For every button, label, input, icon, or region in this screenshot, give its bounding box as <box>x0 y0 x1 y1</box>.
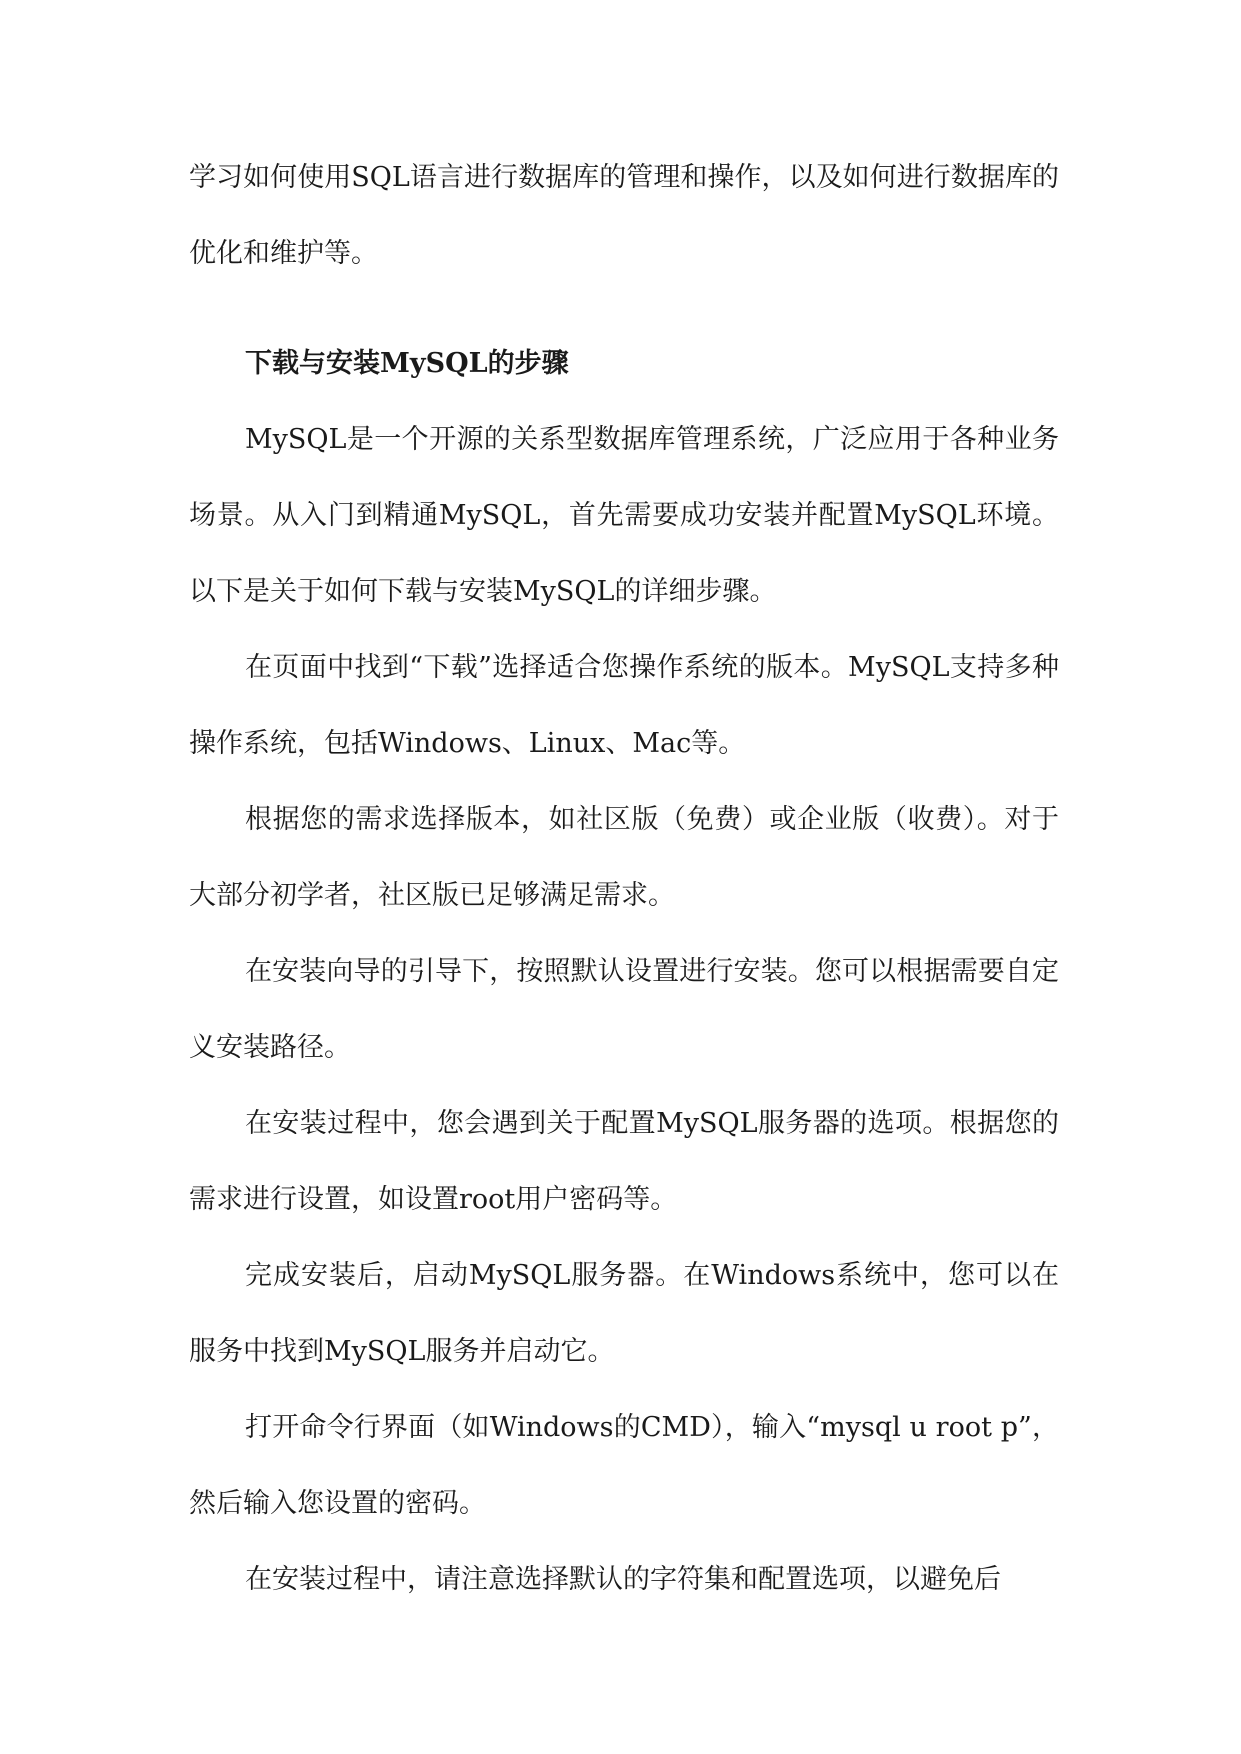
section-heading: 下载与安装MySQL的步骤 <box>245 348 569 379</box>
paragraph: 根据您的需求选择版本，如社区版（免费）或企业版（收费）。对于大部分初学者，社区版已足够满足需求。 <box>189 804 1059 911</box>
paragraph: 完成安装后，启动MySQL服务器。在Windows系统中，您可以在服务中找到MySQL服务并启动它。 <box>189 1260 1059 1367</box>
paragraph: 在页面中找到“下载”选择适合您操作系统的版本。MySQL支持多种操作系统，包括Windows、Linux、Mac等。 <box>189 652 1059 759</box>
paragraph: 打开命令行界面（如Windows的CMD），输入“mysql u root p”，然后输入您设置的密码。 <box>189 1412 1059 1519</box>
paragraph-intro-continuation: 学习如何使用SQL语言进行数据库的管理和操作，以及如何进行数据库的优化和维护等。 <box>189 162 1059 269</box>
paragraph: 在安装过程中，您会遇到关于配置MySQL服务器的选项。根据您的需求进行设置，如设置root用户密码等。 <box>189 1108 1059 1215</box>
paragraph: MySQL是一个开源的关系型数据库管理系统，广泛应用于各种业务场景。从入门到精通MySQL，首先需要成功安装并配置MySQL环境。以下是关于如何下载与安装MySQL的详细步骤。 <box>189 424 1059 607</box>
paragraph: 在安装向导的引导下，按照默认设置进行安装。您可以根据需要自定义安装路径。 <box>189 956 1059 1063</box>
document-page <box>189 140 1059 1618</box>
paragraph: 在安装过程中，请注意选择默认的字符集和配置选项，以避免后 <box>245 1564 1001 1595</box>
